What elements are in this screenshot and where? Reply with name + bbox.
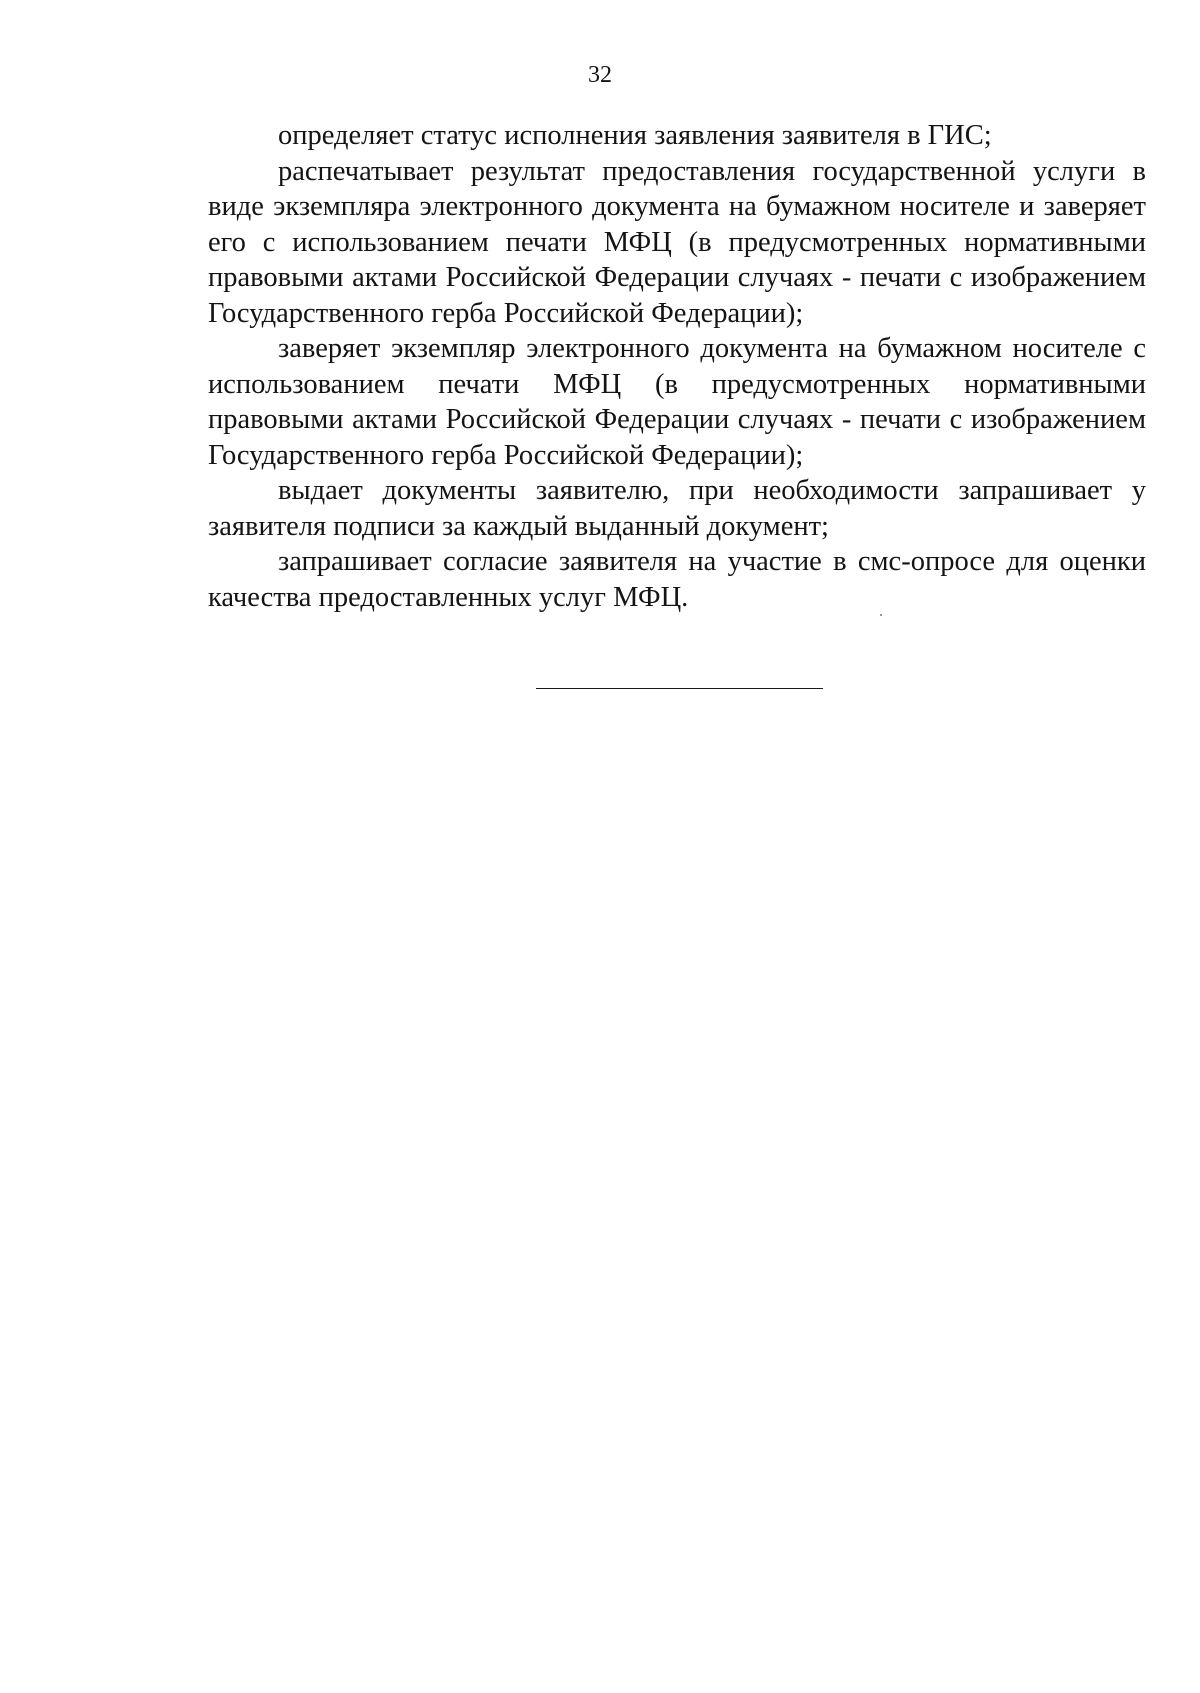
- end-divider: [536, 688, 823, 689]
- scan-speck: [880, 614, 882, 616]
- document-body: [208, 118, 1146, 615]
- paragraph-issue-documents: выдает документы заявителю, при необходимости запрашивает у заявителя подписи за каждый выданный документ;: [208, 475, 1146, 542]
- page-number: 32: [588, 62, 612, 88]
- paragraph-print-result: распечатывает результат предоставления государственной услуги в виде экземпляра электронного документа на бумажном носителе и заверяет его с использованием печати МФЦ (в предусмотренных нормативными правовыми актами Российской Федерации случаях - печати с изображением Государственного герба Российской Федерации);: [208, 155, 1146, 329]
- paragraph-certify-copy: заверяет экземпляр электронного документа на бумажном носителе с использованием печати МФЦ (в предусмотренных нормативными правовыми актами Российской Федерации случаях - печати с изображением Государственного герба Российской Федерации);: [208, 333, 1146, 471]
- paragraph-status: определяет статус исполнения заявления заявителя в ГИС;: [278, 120, 992, 151]
- paragraph-sms-survey: запрашивает согласие заявителя на участие в смс-опросе для оценки качества предоставленных услуг МФЦ.: [208, 546, 1146, 613]
